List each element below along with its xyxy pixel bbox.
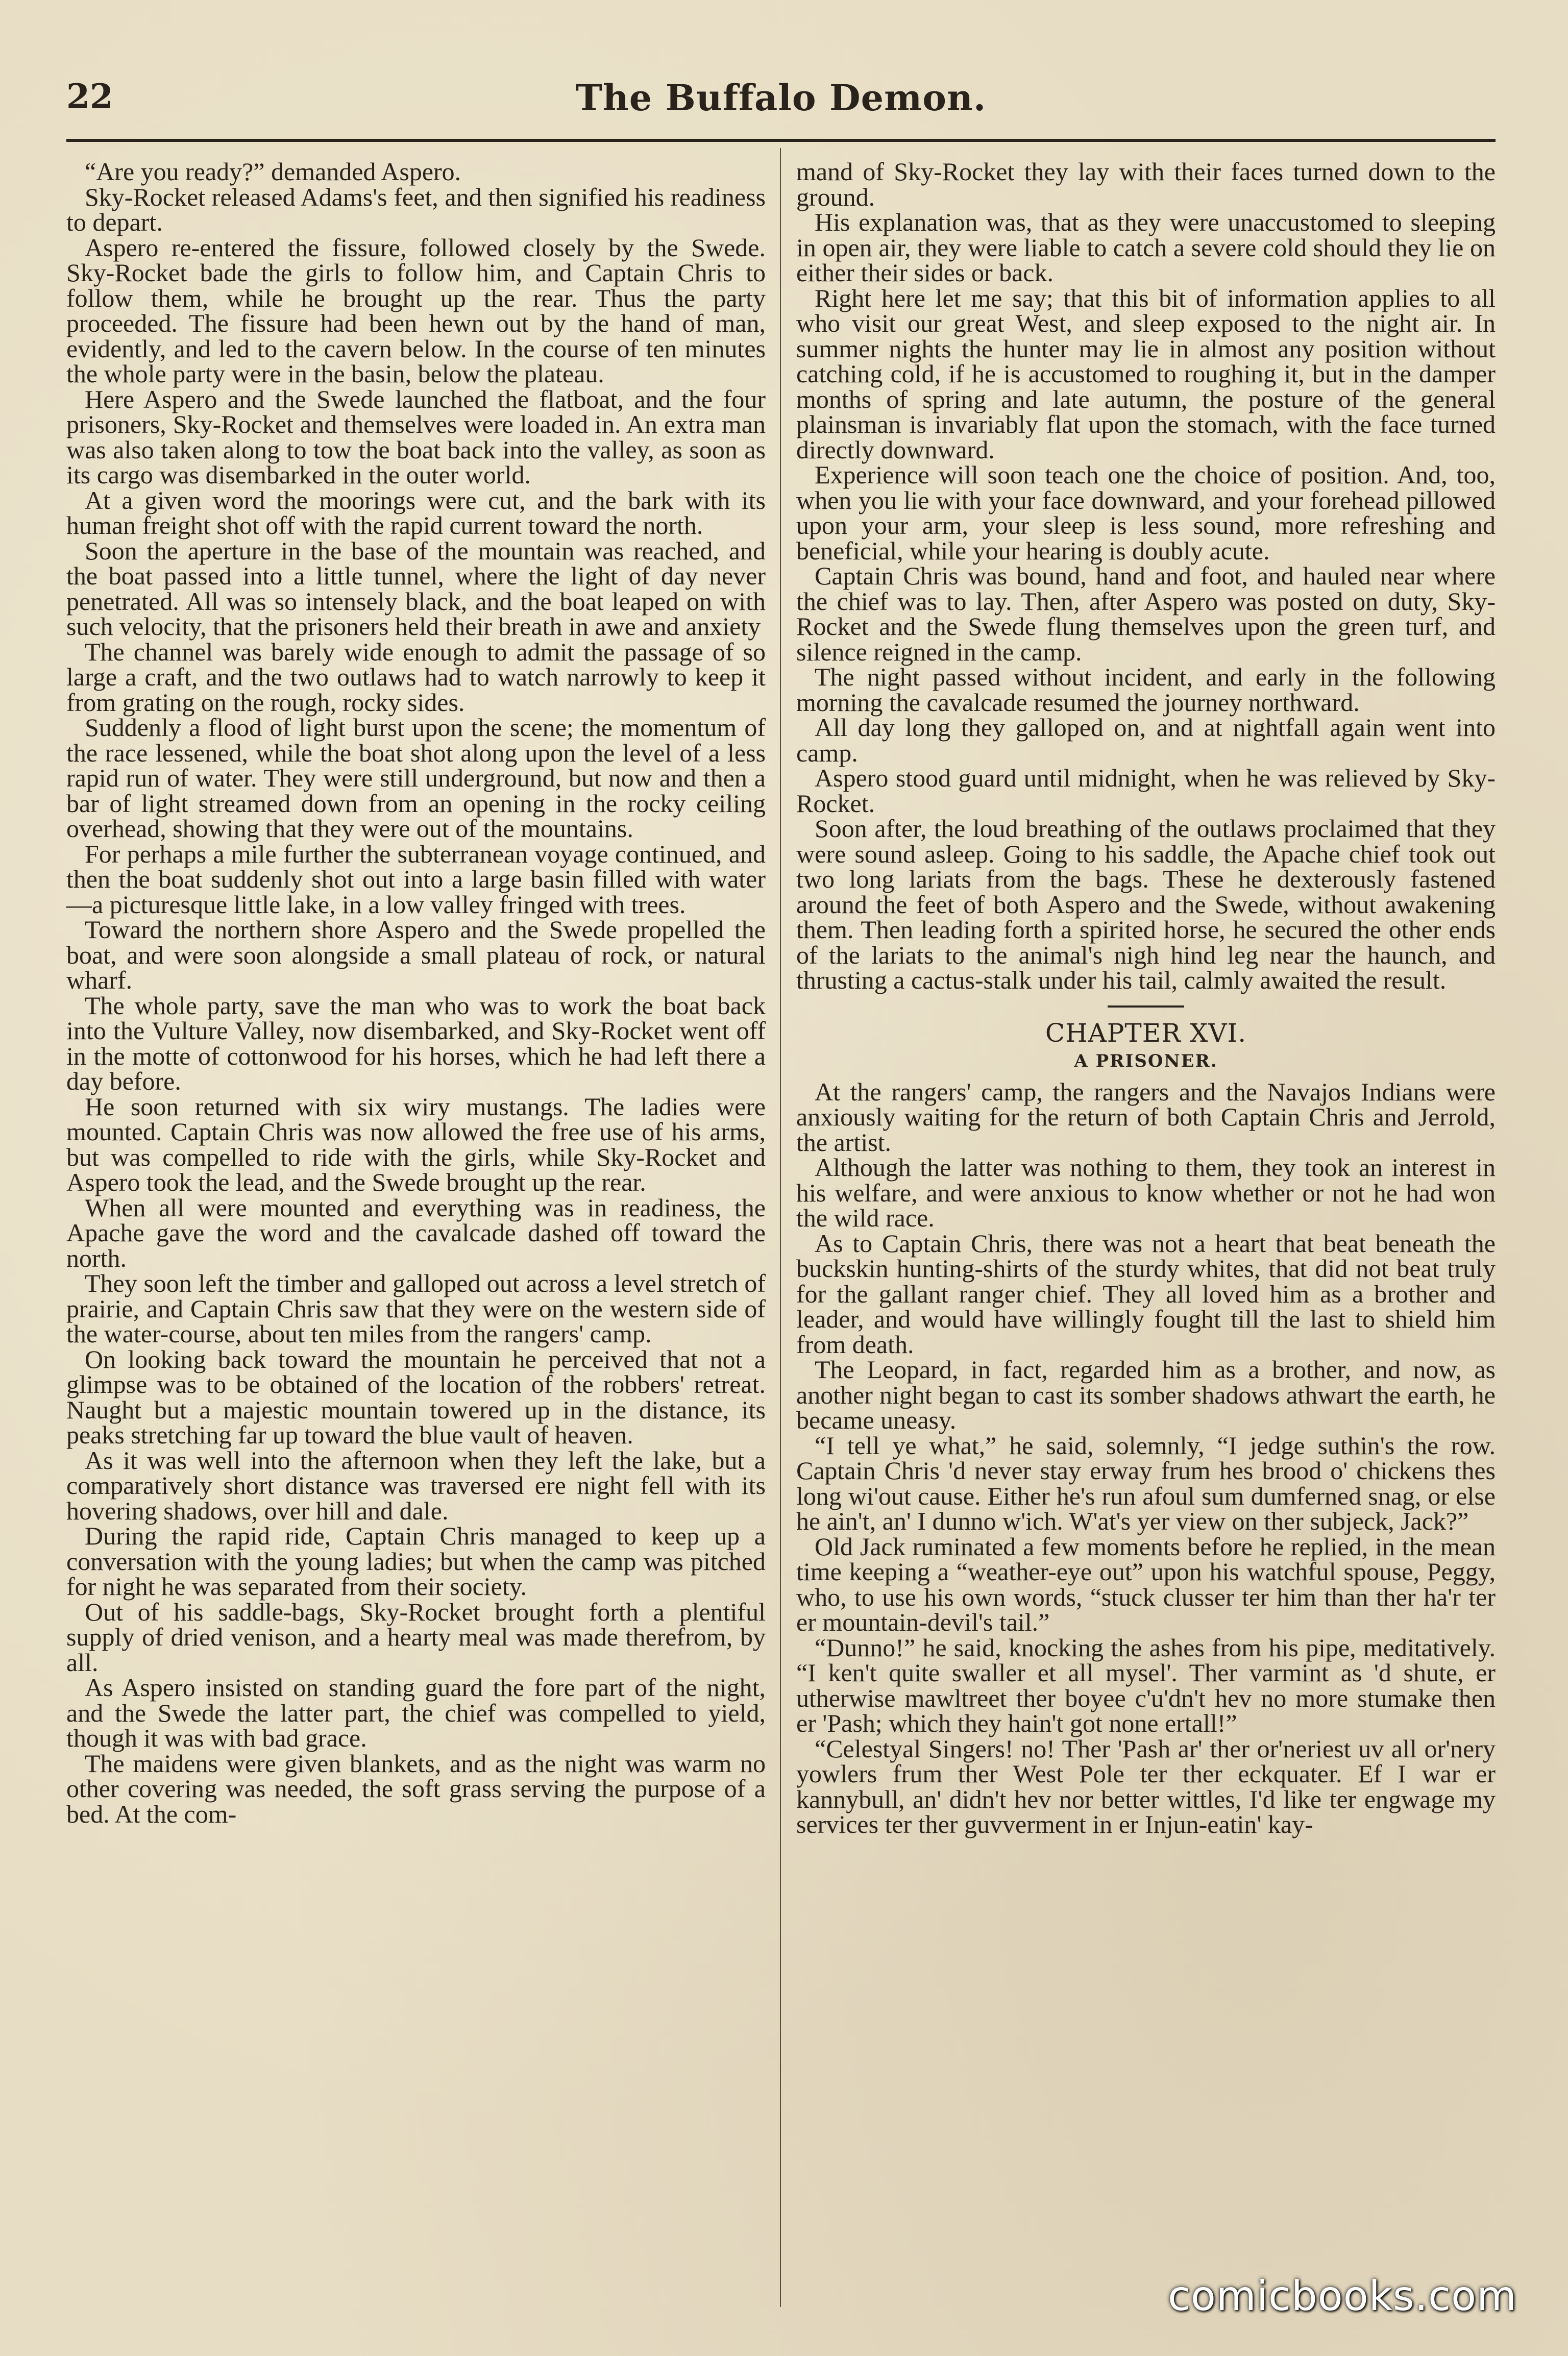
right-column — [796, 159, 1496, 2288]
source-watermark: comicbooks.com — [1167, 2272, 1517, 2320]
paragraph: Soon after, the loud breathing of the outlaws proclaimed that they were sound asleep. Going to his saddle, the Apache chief took out two long lariats from the bags. These he dexterously fastened around the feet of both Aspero and the Swede, without awakening them. Then leading forth a spirited horse, he secured the other ends of the lariats to the animal's nigh hind leg near the haunch, and thrusting a cactus-stalk under his tail, calmly awaited the result. — [796, 814, 1496, 994]
paragraph: The Leopard, in fact, regarded him as a brother, and now, as another night began to cast its somber shadows athwart the earth, he became uneasy. — [796, 1355, 1496, 1434]
paragraph: The maidens were given blankets, and as the night was warm no other covering was needed, the soft grass serving the purpose of a bed. At the com- — [66, 1749, 766, 1828]
running-header — [66, 77, 1496, 128]
paragraph: At the rangers' camp, the rangers and the Navajos Indians were anxiously waiting for the return of both Captain Chris and Jerrold, the artist. — [796, 1077, 1496, 1157]
paragraph: “Are you ready?” demanded Aspero. — [85, 157, 461, 186]
paragraph: For perhaps a mile further the subterranean voyage continued, and then the boat suddenly shot out into a large basin filled with water—a picturesque little lake, in a low valley fringed with trees. — [66, 839, 766, 919]
paragraph: Right here let me say; that this bit of information applies to all who visit our great West, and sleep exposed to the night air. In summer nights the hunter may lie in almost any position without catching cold, if he is accustomed to roughing it, but in the damper months of spring and late autumn, the posture of the general plainsman is invariably flat upon the stomach, with the face turned directly downward. — [796, 283, 1496, 464]
left-column — [66, 159, 766, 2262]
paragraph: At a given word the moorings were cut, and the bark with its human freight shot off with the rapid current toward the north. — [66, 485, 766, 539]
paragraph: They soon left the timber and galloped out across a level stretch of prairie, and Captain Chris saw that they were on the western side of the water-course, about ten miles from the rangers' camp. — [66, 1269, 766, 1348]
paragraph: The night passed without incident, and early in the following morning the cavalcade resumed the journey northward. — [796, 662, 1496, 717]
paragraph: Soon the aperture in the base of the mountain was reached, and the boat passed into a little tunnel, where the light of day never penetrated. All was so intensely black, and the boat leaped on with such velocity, that the prisoners held their breath in awe and anxiety — [66, 536, 766, 641]
paragraph: Sky-Rocket released Adams's feet, and then signified his readiness to depart. — [66, 182, 766, 236]
paragraph: Aspero stood guard until midnight, when he was relieved by Sky-Rocket. — [796, 764, 1496, 818]
paragraph: As it was well into the afternoon when they left the lake, but a comparatively short distance was traversed ere night fell with its hovering shadows, over hill and dale. — [66, 1445, 766, 1525]
paragraph: Aspero re-entered the fissure, followed closely by the Swede. Sky-Rocket bade the girls to follow him, and Captain Chris to follow them, while he brought up the rear. Thus the party proceeded. The fissure had been hewn out by the hand of man, evidently, and led to the cavern below. In the course of ten minutes the whole party were in the basin, below the plateau. — [66, 233, 766, 388]
paragraph: “Celestyal Singers! no! Ther 'Pash ar' ther or'neriest uv all or'nery yowlers frum ther West Pole ter ther eckquater. Ef I war er kannybull, an' didn't hev nor better wittles, I'd like ter engwage my services ter ther guvverment in er Injun-eatin' kay- — [796, 1734, 1496, 1838]
paragraph: “I tell ye what,” he said, solemnly, “I jedge suthin's the row. Captain Chris 'd never stay erway frum hes brood o' chickens thes long wi'out cause. Either he's run afoul sum dumferned snag, or else he ain't, an' I dunno w'ich. W'at's yer view on ther subjeck, Jack?” — [796, 1431, 1496, 1535]
paragraph: Out of his saddle-bags, Sky-Rocket brought forth a plentiful supply of dried venison, and a hearty meal was made therefrom, by all. — [66, 1597, 766, 1677]
paragraph-continued: mand of Sky-Rocket they lay with their faces turned down to the ground. — [796, 157, 1496, 211]
paragraph: His explanation was, that as they were unaccustomed to sleeping in open air, they were liable to catch a severe cold should they lie on either their sides or back. — [796, 208, 1496, 287]
paragraph: Experience will soon teach one the choice of position. And, too, when you lie with your face downward, and your forehead pillowed upon your arm, your sleep is less sound, more refreshing and beneficial, while your hearing is doubly acute. — [796, 460, 1496, 565]
paragraph: During the rapid ride, Captain Chris managed to keep up a conversation with the young ladies; but when the camp was pitched for night he was separated from their society. — [66, 1521, 766, 1601]
paragraph: On looking back toward the mountain he perceived that not a glimpse was to be obtained of the location of the robbers' retreat. Naught but a majestic mountain towered up in the distance, its peaks stretching far up toward the blue vault of heaven. — [66, 1344, 766, 1449]
paragraph: Toward the northern shore Aspero and the Swede propelled the boat, and were soon alongside a small plateau of rock, or natural wharf. — [66, 915, 766, 994]
chapter-subtitle: A PRISONER. — [1074, 1051, 1218, 1071]
paragraph: The channel was barely wide enough to admit the passage of so large a craft, and the two outlaws had to watch narrowly to keep it from grating on the rough, rocky sides. — [66, 637, 766, 717]
page-number: 22 — [66, 77, 113, 116]
chapter-heading: CHAPTER XVI. — [1045, 1018, 1247, 1048]
header-rule — [66, 139, 1496, 142]
paragraph: Here Aspero and the Swede launched the flatboat, and the four prisoners, Sky-Rocket and themselves were loaded in. An extra man was also taken along to tow the boat back into the valley, as soon as its cargo was disembarked in the outer world. — [66, 384, 766, 489]
paragraph: He soon returned with six wiry mustangs. The ladies were mounted. Captain Chris was now allowed the free use of his arms, but was compelled to ride with the girls, while Sky-Rocket and Aspero took the lead, and the Swede brought up the rear. — [66, 1092, 766, 1196]
running-title: The Buffalo Demon. — [575, 77, 987, 119]
paragraph: Old Jack ruminated a few moments before he replied, in the mean time keeping a “weather-eye out” upon his watchful spouse, Peggy, who, to use his own words, “stuck clusser ter him than ther ha'r ter er mountain-devil's tail.” — [796, 1532, 1496, 1636]
paragraph: The whole party, save the man who was to work the boat back into the Vulture Valley, now disembarked, and Sky-Rocket went off in the motte of cottonwood for his horses, which he had left there a day before. — [66, 991, 766, 1095]
paragraph: Although the latter was nothing to them, they took an interest in his welfare, and were anxious to know whether or not he had won the wild race. — [796, 1153, 1496, 1232]
paragraph: “Dunno!” he said, knocking the ashes from his pipe, meditatively. “I ken't quite swaller et all mysel'. Ther varmint as 'd shute, er utherwise mawltreet ther boyee c'u'dn't hev no more stumake then er 'Pash; which they hain't got none ertall!” — [796, 1633, 1496, 1737]
chapter-separator-rule — [1108, 1005, 1184, 1008]
paragraph: As Aspero insisted on standing guard the fore part of the night, and the Swede the latter part, the chief was compelled to yield, though it was with bad grace. — [66, 1673, 766, 1752]
paragraph: Captain Chris was bound, hand and foot, and hauled near where the chief was to lay. Then, after Aspero was posted on duty, Sky-Rocket and the Swede flung themselves upon the green turf, and silence reigned in the camp. — [796, 561, 1496, 666]
paragraph: When all were mounted and everything was in readiness, the Apache gave the word and the cavalcade dashed off toward the north. — [66, 1193, 766, 1272]
paragraph: As to Captain Chris, there was not a heart that beat beneath the buckskin hunting-shirts of the sturdy whites, that did not beat truly for the gallant ranger chief. They all loved him as a brother and leader, and would have willingly fought till the last to shield him from death. — [796, 1229, 1496, 1359]
paragraph: All day long they galloped on, and at nightfall again went into camp. — [796, 713, 1496, 767]
paragraph: Suddenly a flood of light burst upon the scene; the momentum of the race lessened, while the boat shot along upon the level of a less rapid run of water. They were still underground, but now and then a bar of light streamed down from an opening in the rocky ceiling overhead, showing that they were out of the mountains. — [66, 713, 766, 843]
column-divider — [780, 148, 781, 2307]
